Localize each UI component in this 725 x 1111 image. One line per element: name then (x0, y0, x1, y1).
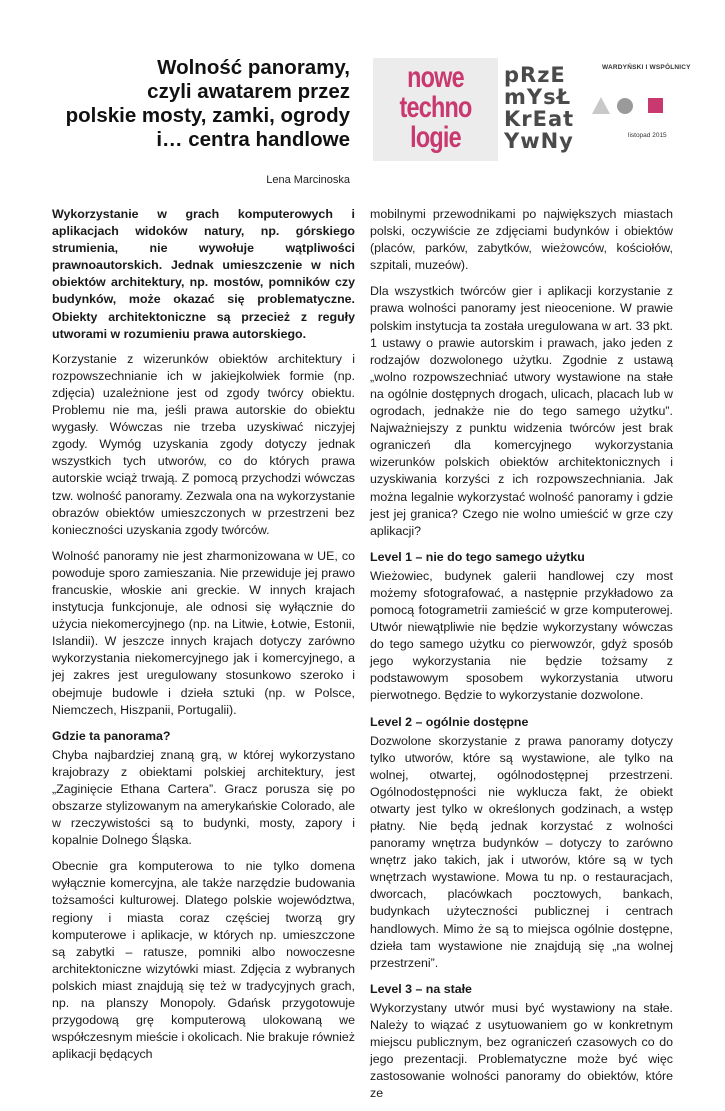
circle-icon (617, 98, 633, 114)
left-column (52, 206, 355, 1072)
paragraph: Wolność panoramy nie jest zharmonizowana w UE, co powoduje sporo zamieszania. Nie przewiduje jej prawo francuskie, włoskie ani greckie. W innych krajach instytucja funkcjonuje, ale odnosi się wyłącznie do użycia niekomercyjnego (np. na Litwie, Łotwie, Estonii, Islandii). W jeszcze innych krajach dotyczy zarówno wykorzystania niekomercyjnego jak i komercyjnego, a jej zakres jest uregulowany stosunkowo szeroko i obejmuje budowle i dzieła sztuki (np. w Polsce, Niemczech, Hiszpanii, Portugalii). (52, 548, 355, 717)
publisher-shapes (592, 94, 672, 116)
paragraph: Wieżowiec, budynek galerii handlowej czy most możemy sfotografować, a następnie przykładowo za pomocą fotogrametrii zamieścić w grze komputerowej. Utwór niewątpliwie nie będzie wykorzystany wówczas do tego samego użytku co pierwowzór, gdyż sposób jego wykorzystania nie będzie tożsamy z podstawowym sposobem wykorzystania utworu pierwotnego. Będzie to wykorzystanie dozwolone. (370, 568, 673, 703)
section-heading: Level 1 – nie do tego samego użytku (370, 549, 585, 564)
logo-line: mYsŁ (504, 85, 572, 109)
paragraph: Obecnie gra komputerowa to nie tylko domena wyłącznie komercyjna, ale także narzędzie budowania tożsamości kulturowej. Dlatego polskie województwa, regiony i miasta coraz częściej tworzą gry komputerowe i aplikacje, w których np. umieszczone są zabytki – ratusze, pomniki albo nowoczesne architektoniczne wizytówki miast. Zdjęcia z wybranych polskich miast znajdują się też w tradycyjnych grach, np. na planszy Monopoly. Gdańsk przygotowuje przygodową grę komputerową ulokowaną we współczesnym mieście i okolicach. Nie brakuje również aplikacji będących (52, 859, 355, 1062)
paragraph: Dla wszystkich twórców gier i aplikacji korzystanie z prawa wolności panoramy jest nieocenione. W prawie polskim instytucja ta została uregulowana w art. 33 pkt. 1 ustawy o prawie autorskim i prawach, jako jeden z rodzajów dozwolonego użytku. Zgodnie z ustawą „wolno rozpowszechniać utwory wystawione na stałe na ogólnie dostępnych drogach, ulicach, placach lub w ogrodach, jednakże nie do tego samego użytku”. Najważniejszy z punktu widzenia twórców jest brak ograniczeń dla komercyjnego wykorzystania wizerunków polskich obiektów architektonicznych i uzyskiwania korzyści z ich rozpowszechniania. Jak można legalnie wykorzystać wolność panoramy i gdzie jest jej granica? Czego nie wolno umieścić w grze czy aplikacji? (370, 284, 673, 538)
title-line: i… centra handlowe (156, 128, 350, 151)
title-line: czyli awatarem przez (147, 80, 350, 103)
logo-line: techno (399, 91, 472, 124)
logo-line: KrEat (504, 107, 575, 131)
paragraph: Wykorzystany utwór musi być wystawiony na stałe. Należy to wiązać z usytuowaniem go w konkretnym miejscu publicznym, bez ograniczeń czasowych co do jego prezentacji. Problematyczne może być więc zastosowanie wolności panoramy do obiektów, które ze (370, 1000, 673, 1101)
section-heading: Gdzie ta panorama? (52, 728, 171, 743)
title-line: polskie mosty, zamki, ogrody (65, 104, 350, 127)
logo-line: pRzE (504, 63, 566, 87)
paragraph: Chyba najbardziej znaną grą, w której wykorzystano krajobrazy z obiektami polskiej architektury, jest „Zaginięcie Ethana Cartera”. Gracz porusza się po obszarze stylizowanym na amerykańskie Colorado, ale w rzeczywistości są to budynki, mosty, zapory i kopalnie Dolnego Śląska. (52, 747, 355, 848)
publisher-name: WARDYŃSKI I WSPÓLNICY (602, 64, 691, 71)
author-name: Lena Marcinoska (266, 174, 350, 186)
title-line: Wolność panoramy, (157, 56, 350, 79)
logo-line: logie (410, 121, 461, 154)
section-heading: Level 3 – na stałe (370, 981, 472, 996)
logo-line: nowe (407, 61, 464, 94)
nowe-technologie-logo (373, 58, 498, 161)
issue-date: listopad 2015 (628, 132, 667, 139)
paragraph: Korzystanie z wizerunków obiektów architektury i rozpowszechnianie ich w jakiejkolwiek formie (np. zdjęcia) uzależnione jest od zgody twórcy obiektu. Problemu nie ma, jeśli prawa autorskie do obiektu wygasły. Wówczas nie trzeba uzyskiwać niczyjej zgody. Wymóg uzyskania zgody dotyczy jednak wszystkich tych utworów, co do których prawa autorskie wciąż trwają. Z pomocą przychodzi wówczas tzw. wolność panoramy. Zezwala ona na wykorzystanie obrazów obiektów umieszczonych w przestrzeni bez konieczności uzyskania zgody twórców. (52, 351, 355, 537)
article-title (30, 56, 350, 152)
triangle-icon (592, 97, 610, 114)
right-column (370, 206, 673, 1111)
lead-paragraph: Wykorzystanie w grach komputerowych i aplikacjach widoków natury, np. górskiego strumienia, nie wywołuje wątpliwości prawnoautorskich. Jednak umieszczenie w nich obiektów architektury, np. mostów, pomników czy budynków, może okazać się problematyczne. Obiekty architektoniczne są przecież z reguły utworami w rozumieniu prawa autorskiego. (52, 207, 355, 341)
paragraph: mobilnymi przewodnikami po największych miastach polski, oczywiście ze zdjęciami budynków i obiektów (placów, parków, zabytków, wieżowców, kościołów, szpitali, muzeów). (370, 207, 673, 273)
logo-line: YwNy (504, 129, 574, 153)
przemysly-kreatywne-logo (504, 58, 594, 161)
paragraph: Dozwolone skorzystanie z prawa panoramy dotyczy tylko utworów, które są wystawione, ale tylko na wolnej, otwartej, ogólnodostępnej przestrzeni. Ogólnodostępności nie wyklucza fakt, że obiekt otwarty jest tylko w określonych godzinach, a wstęp płatny. Nie będą jednak korzystać z wolności panoramy wnętrza budynków – dotyczy to zarówno wnętrz jako takich, jak i utworów, które są w tych wnętrzach wystawione. Mowa tu np. o restauracjach, dworcach, placówkach pocztowych, bankach, budynkach użyteczności publicznej i centrach handlowych. Mimo że są to miejsca ogólnie dostępne, dzieła tam wystawione nie znajdują się „na wolnej przestrzeni”. (370, 733, 673, 970)
square-icon (648, 98, 663, 113)
section-heading: Level 2 – ogólnie dostępne (370, 714, 529, 729)
